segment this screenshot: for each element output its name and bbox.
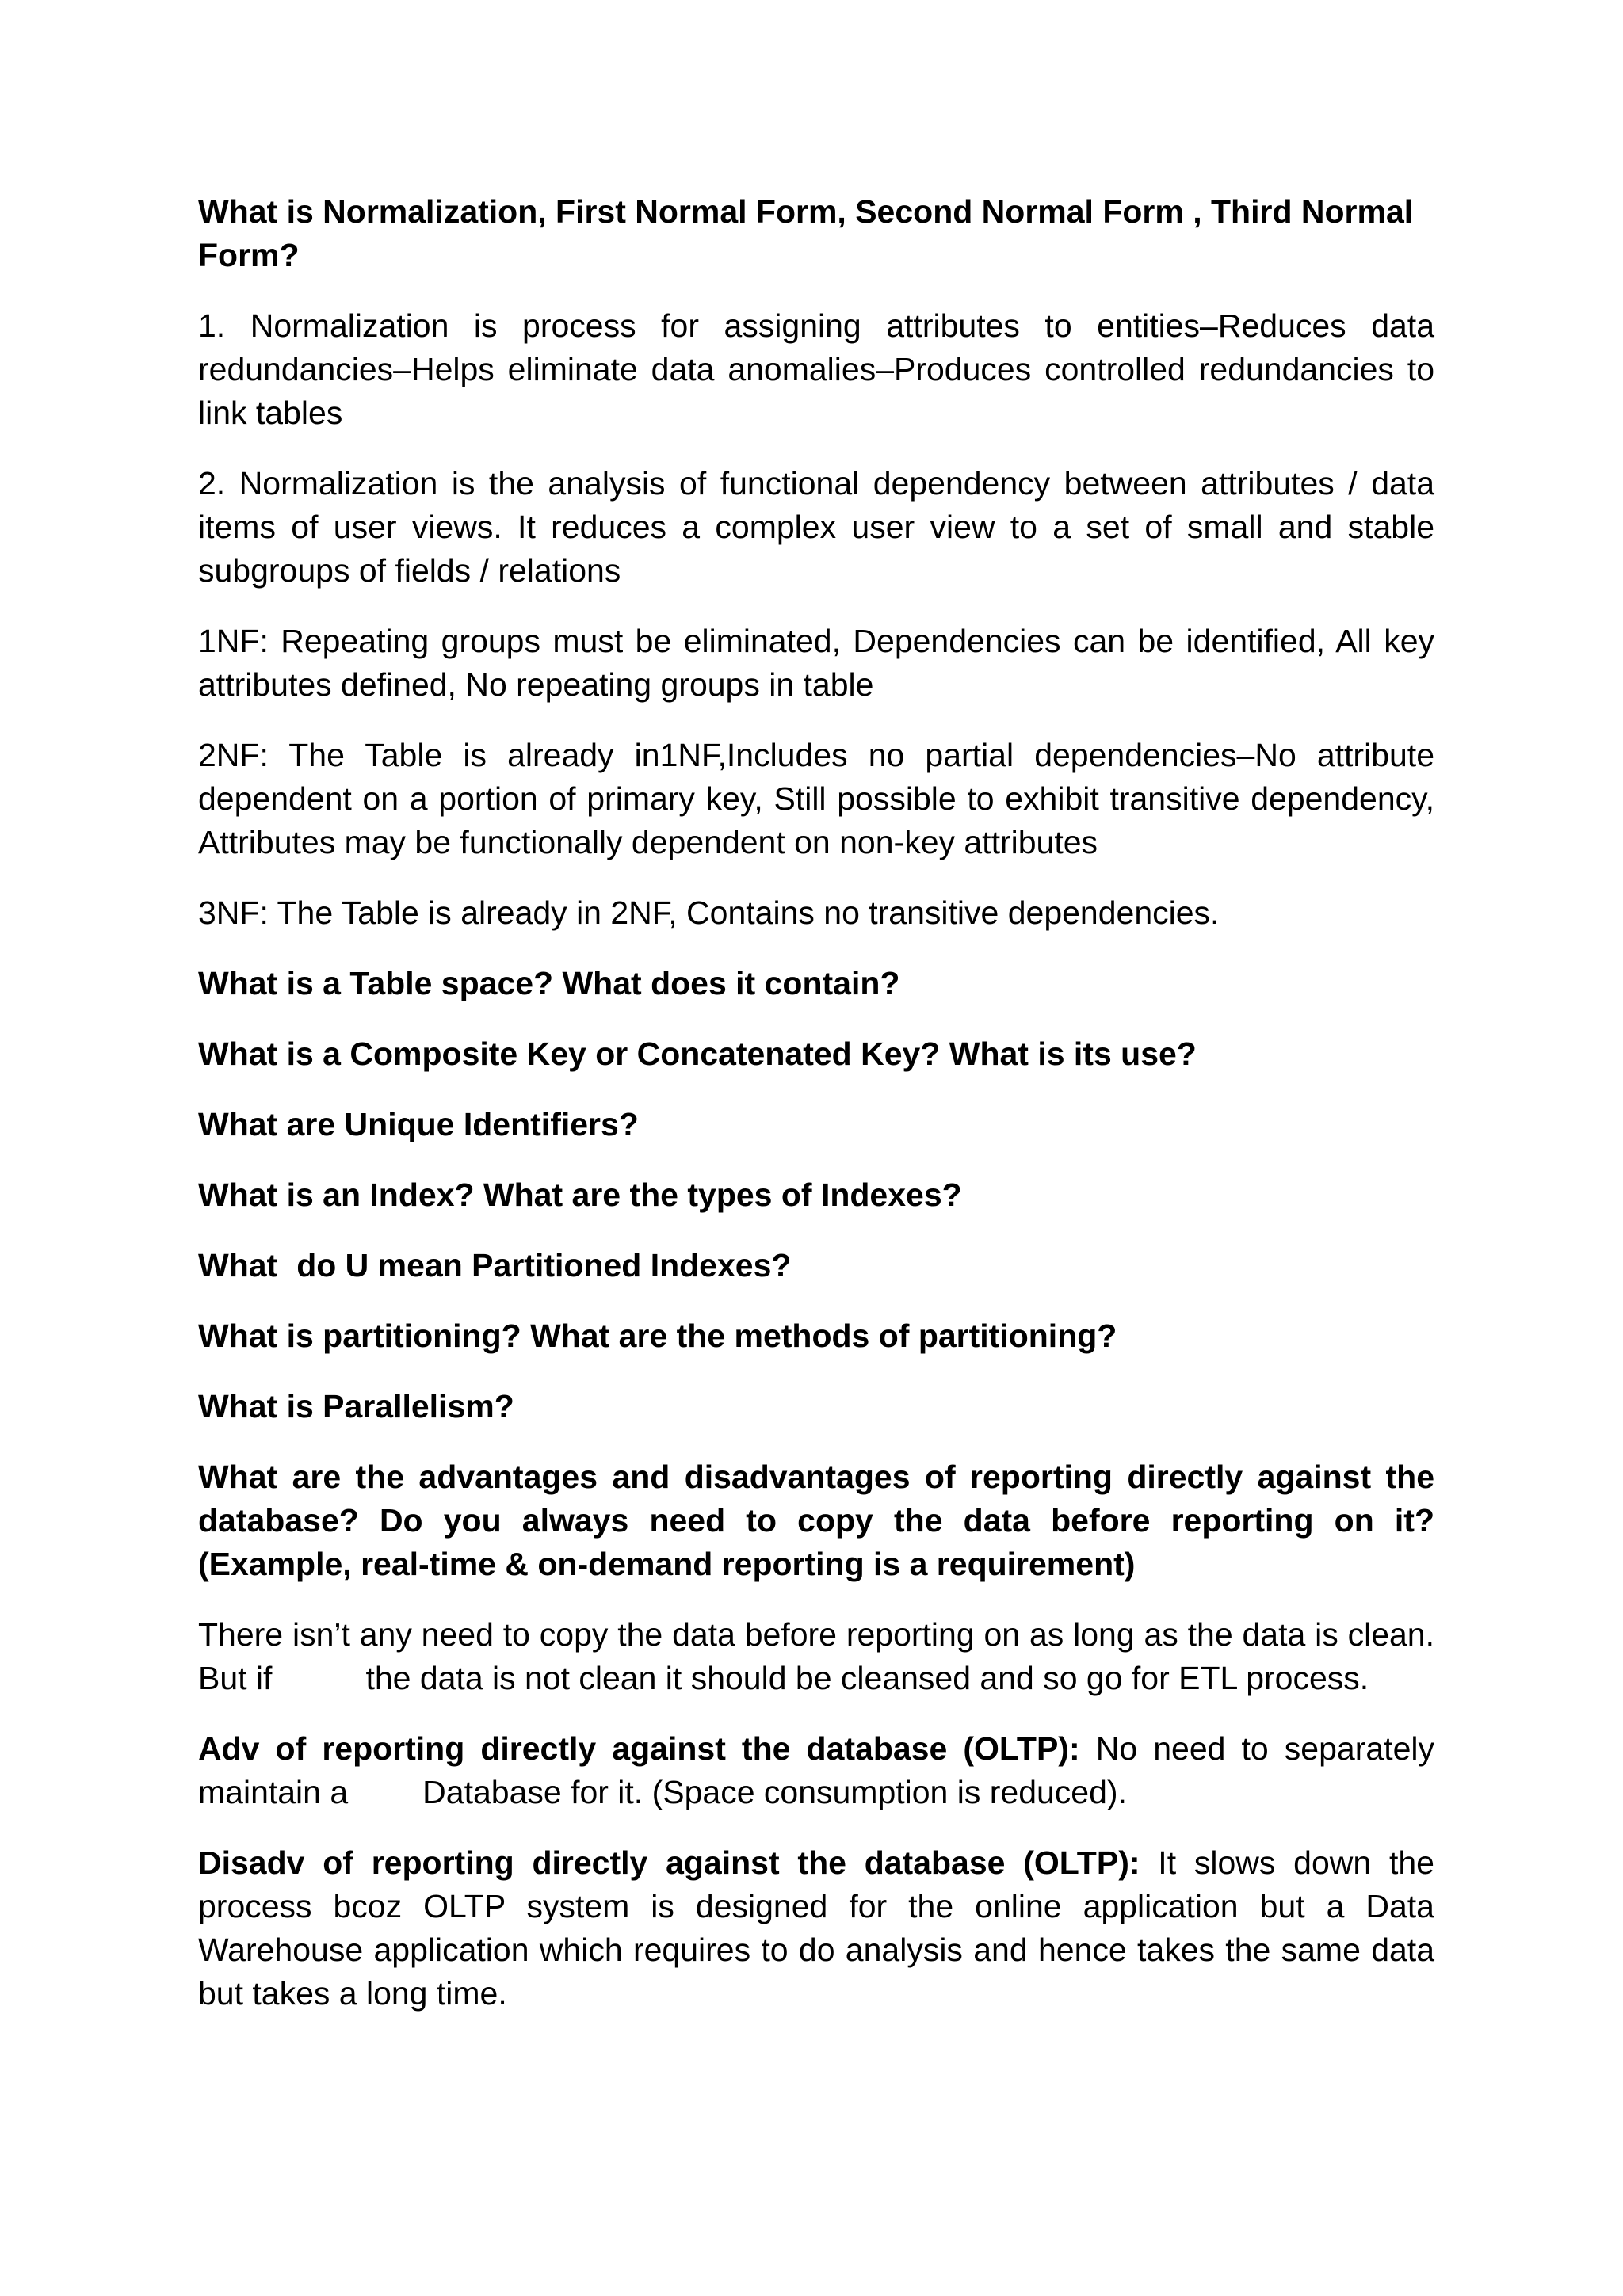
copy-data-answer — [198, 1613, 1434, 1700]
normalization-point-1: 1. Normalization is process for assigning attributes to entities–Reduces data redundancies–Helps eliminate data anomalies–Produces controlled redundancies to link tables — [198, 307, 1434, 431]
normalization-question: What is Normalization, First Normal Form, Second Normal Form , Third Normal Form? — [198, 193, 1414, 273]
question-partitioning-methods: What is partitioning? What are the methods of partitioning? — [198, 1318, 1117, 1354]
advantages-label: Adv of reporting directly against the database (OLTP): — [198, 1730, 1080, 1767]
second-normal-form: 2NF: The Table is already in1NF,Includes no partial dependencies–No attribute dependent on a portion of primary key, Still possible to exhibit transitive dependency, Attributes may be functionally dependent on non-key attributes — [198, 737, 1434, 860]
first-normal-form: 1NF: Repeating groups must be eliminated, Dependencies can be identified, All key attributes defined, No repeating groups in table — [198, 623, 1434, 703]
advantages-paragraph — [198, 1727, 1434, 1814]
advantages-text-end: Database for it. (Space consumption is reduced). — [422, 1774, 1127, 1810]
question-table-space: What is a Table space? What does it contain? — [198, 965, 900, 1001]
advantages-text-start: No need to separately maintain a — [198, 1730, 1434, 1810]
copy-answer-end: the data is not clean it should be cleansed and so go for ETL process. — [365, 1660, 1369, 1696]
question-unique-identifiers: What are Unique Identifiers? — [198, 1106, 639, 1142]
disadvantages-label: Disadv of reporting directly against the database (OLTP): — [198, 1844, 1140, 1881]
question-composite-key: What is a Composite Key or Concatenated Key? What is its use? — [198, 1035, 1197, 1072]
partitioned-question-end: do U mean Partitioned Indexes? — [296, 1247, 792, 1283]
question-parallelism: What is Parallelism? — [198, 1388, 514, 1425]
copy-answer-start: There isn’t any need to copy the data before reporting on as long as the data is clean. But if — [198, 1616, 1434, 1696]
disadvantages-text: It slows down the process bcoz OLTP system is designed for the online application but a Data Warehouse application which requires to do analysis and hence takes the same data but takes a long time. — [198, 1844, 1434, 2012]
question-index-types: What is an Index? What are the types of Indexes? — [198, 1177, 962, 1213]
partitioned-question-start: What — [198, 1247, 278, 1283]
disadvantages-paragraph — [198, 1841, 1434, 2016]
third-normal-form: 3NF: The Table is already in 2NF, Contains no transitive dependencies. — [198, 894, 1220, 931]
question-partitioned-indexes — [198, 1244, 1434, 1287]
normalization-point-2: 2. Normalization is the analysis of functional dependency between attributes / data items of user views. It reduces a complex user view to a set of small and stable subgroups of fields / relations — [198, 465, 1434, 589]
question-reporting-database: What are the advantages and disadvantages of reporting directly against the database? Do you always need to copy the data before reporting on it? (Example, real-time & on-demand reporting is a requirement) — [198, 1459, 1434, 1582]
document-page — [198, 190, 1434, 2042]
